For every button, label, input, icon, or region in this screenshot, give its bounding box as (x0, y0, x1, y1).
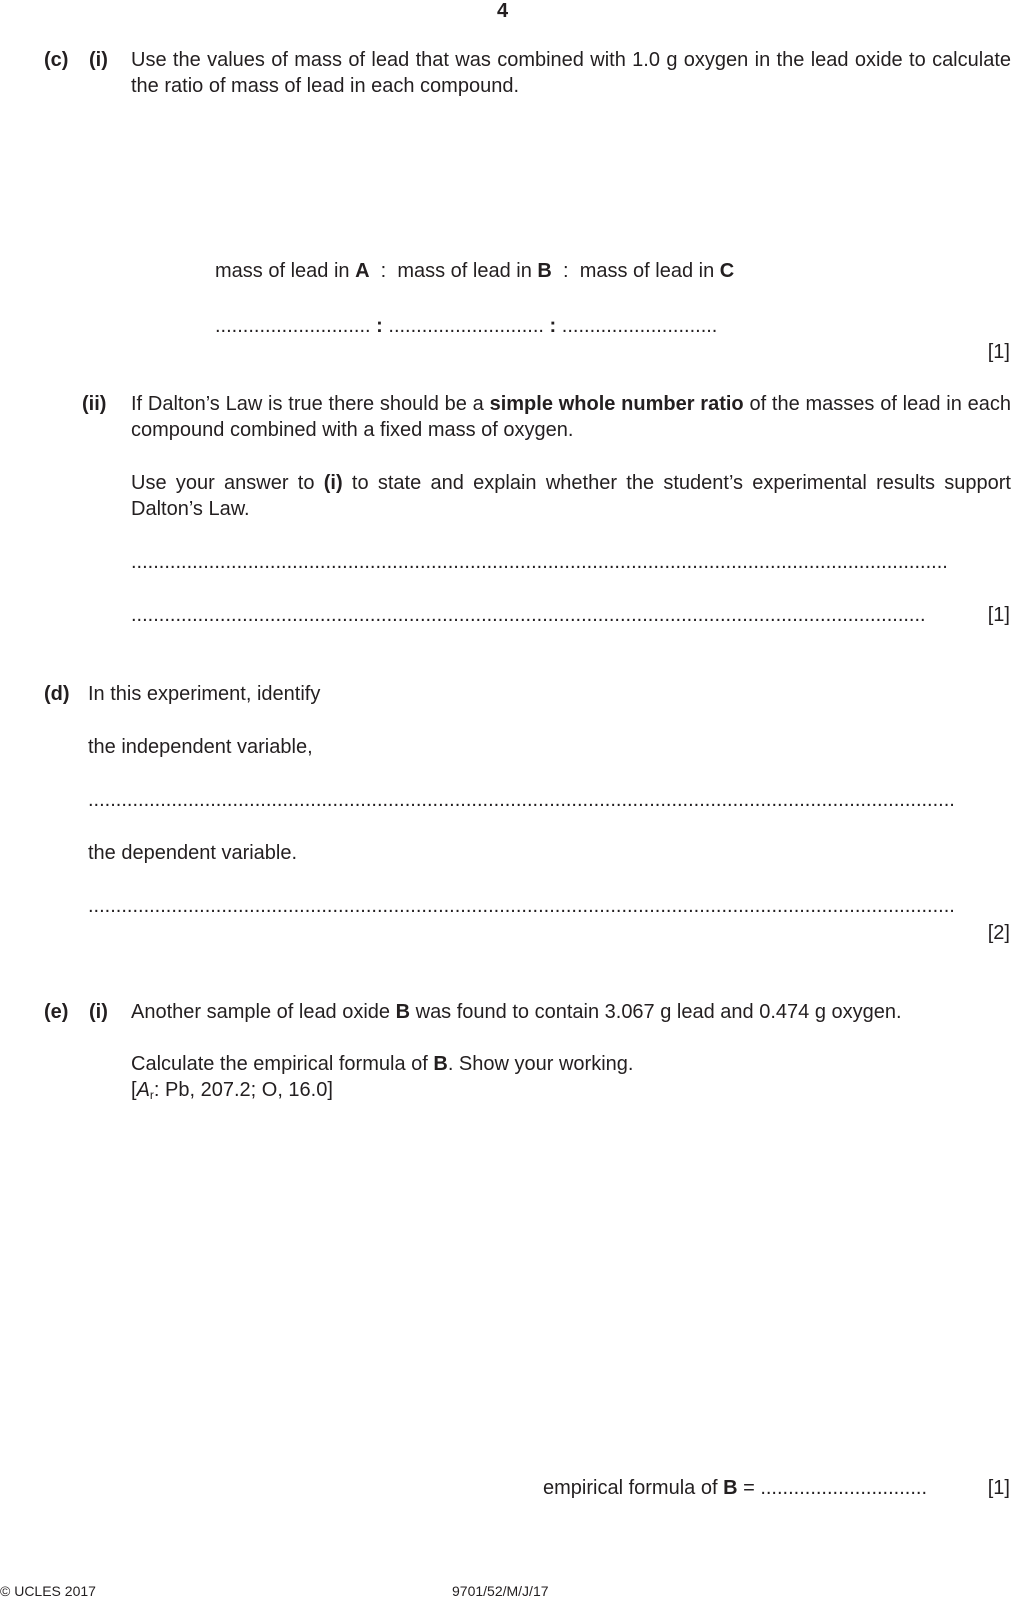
question-c-i-label: (i) (89, 49, 108, 71)
footer-code: 9701/52/M/J/17 (452, 1583, 549, 1599)
ratio-label-c: C (719, 260, 735, 282)
marks-e-i: [1] (987, 1477, 1010, 1499)
question-c-i-text: Use the values of mass of lead that was combined with 1.0 g oxygen in the lead oxide to calculate the ratio of mass of lead in each compound. (131, 49, 1011, 97)
marks-c-i: [1] (987, 341, 1010, 363)
ratio-answer-line[interactable] (215, 313, 717, 339)
e-i-text-after: was found to contain 3.067 g lead and 0.474 g oxygen. (410, 1001, 902, 1023)
ratio-label-b: B (537, 260, 552, 282)
e-i-calc-before: Calculate the empirical formula of (131, 1053, 434, 1075)
ratio-colon-1: : (380, 260, 387, 282)
empirical-formula-answer[interactable] (543, 1475, 927, 1501)
c-ii-use-before: Use your answer to (131, 472, 324, 494)
c-ii-use-after: to state and explain whether the student’s experimental results support Dalton’s Law. (131, 472, 1011, 520)
answer-line-c-ii-2[interactable]: ............................................................................................................................................... (131, 604, 926, 626)
empirical-formula-equals: = (737, 1477, 761, 1499)
marks-c-ii: [1] (987, 604, 1010, 626)
ar-open: [ (131, 1079, 137, 1101)
c-ii-text-bold: simple whole number ratio (489, 393, 744, 415)
c-ii-text-before: If Dalton’s Law is true there should be a (131, 393, 490, 415)
question-e-i-label: (i) (89, 1001, 108, 1023)
question-c-label: (c) (44, 49, 69, 71)
e-i-calc-bold: B (433, 1053, 448, 1075)
answer-line-independent[interactable]: ............................................................................................................................................................ (88, 789, 955, 811)
ar-subscript: r (149, 1088, 154, 1102)
ar-values: : Pb, 207.2; O, 16.0] (153, 1079, 333, 1101)
question-e-i-instruction (131, 1051, 633, 1077)
ratio-answer-colon-1: : (376, 315, 383, 337)
empirical-formula-prefix: empirical formula of (543, 1477, 724, 1499)
ar-symbol: A (136, 1079, 150, 1101)
ratio-answer-colon-2: : (549, 315, 557, 337)
ratio-header (215, 258, 734, 284)
ratio-prefix-a: mass of lead in (215, 260, 356, 282)
ratio-prefix-b: mass of lead in (397, 260, 538, 282)
ratio-answer-c[interactable]: ............................ (561, 315, 718, 337)
empirical-formula-dots[interactable]: .............................. (760, 1477, 928, 1499)
answer-line-c-ii-1[interactable]: ................................................................................................................................................... (131, 551, 948, 573)
ratio-colon-2: : (563, 260, 569, 282)
c-ii-text-after: of the masses of lead in each compound combined with a fixed mass of oxygen. (131, 393, 1011, 441)
relative-atomic-masses (131, 1077, 333, 1108)
question-c-ii-instruction (131, 470, 1011, 522)
independent-variable-prompt: the independent variable, (88, 736, 313, 758)
ratio-answer-b[interactable]: ............................ (388, 315, 544, 337)
ratio-answer-a[interactable]: ............................ (215, 315, 371, 337)
question-d-label: (d) (44, 683, 70, 705)
e-i-text-before: Another sample of lead oxide (131, 1001, 396, 1023)
ratio-label-a: A (355, 260, 370, 282)
e-i-text-bold: B (395, 1001, 411, 1023)
e-i-calc-after: . Show your working. (447, 1053, 634, 1075)
empirical-formula-bold: B (723, 1477, 738, 1499)
question-c-ii-text (131, 391, 1011, 443)
question-e-i-text (131, 999, 902, 1025)
ratio-prefix-c: mass of lead in (579, 260, 720, 282)
question-c-ii-label: (ii) (82, 393, 107, 415)
question-e-label: (e) (44, 1001, 69, 1023)
footer-copyright: © UCLES 2017 (0, 1583, 96, 1599)
marks-d: [2] (987, 922, 1010, 944)
page-number: 4 (497, 0, 509, 22)
answer-line-dependent[interactable]: ............................................................................................................................................................ (88, 895, 955, 917)
dependent-variable-prompt: the dependent variable. (88, 842, 298, 864)
question-d-intro: In this experiment, identify (88, 683, 321, 705)
c-ii-use-bold: (i) (323, 472, 343, 494)
